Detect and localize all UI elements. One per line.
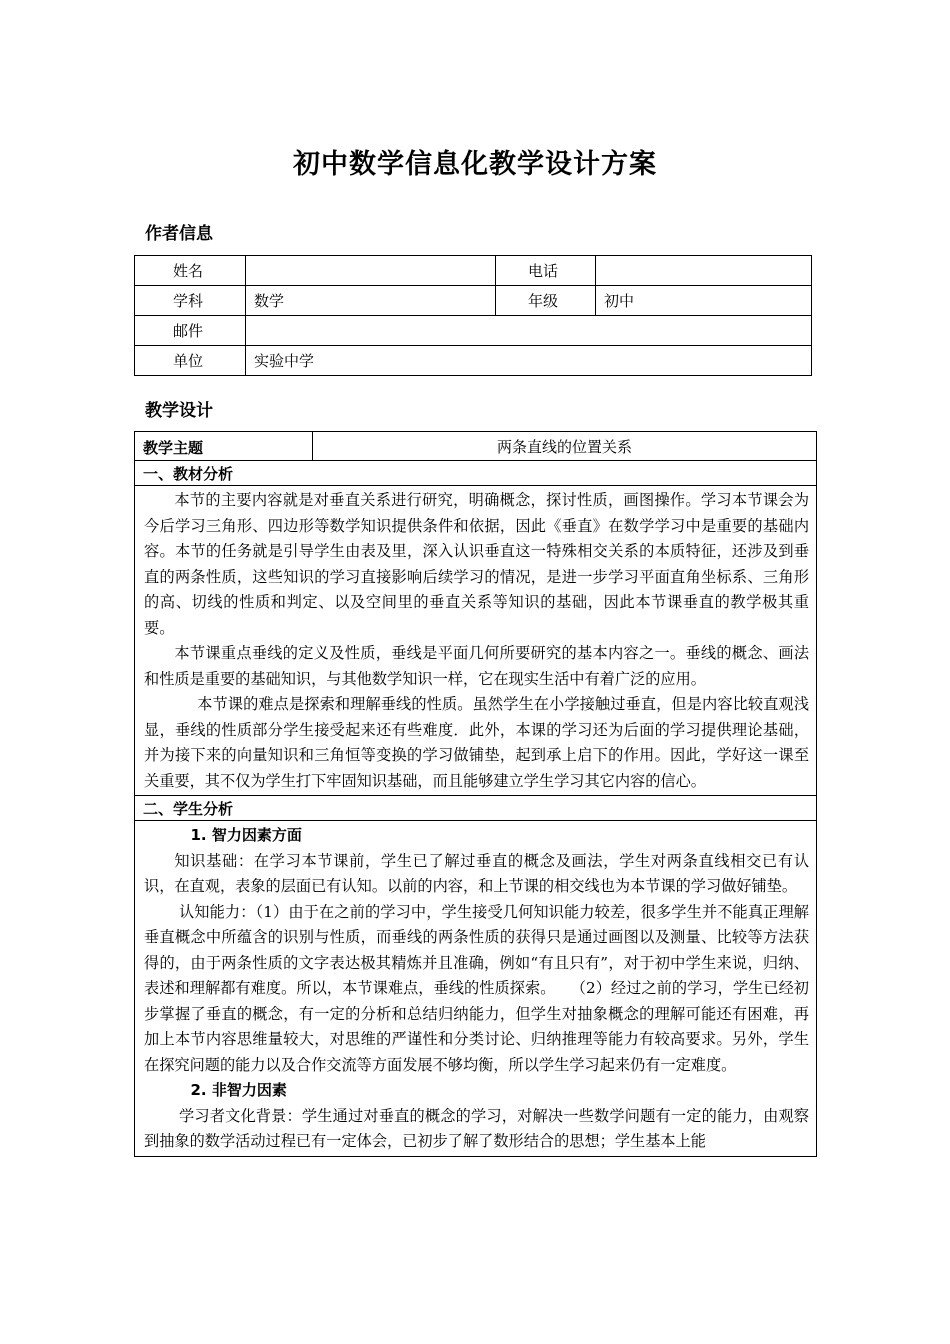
- intellect-paragraph: 认知能力：（1）由于在之前的学习中，学生接受几何知识能力较差，很多学生并不能真正理解垂直概念中所蕴含的识别与性质，而垂线的两条性质的获得只是通过画图以及测量、比较等方法获得的，由于两条性质的文字表达极其精炼并且准确，例如“有且只有”，对于初中学生来说，归纳、表述和理解都有难度。所以，本节课难点，垂线的性质探索。 （2）经过之前的学习，学生已经初步掌握了垂直的概念，有一定的分析和总结归纳能力，但学生对抽象概念的理解可能还有困难，再加上本节内容思维量较大，对思维的严谨性和分类讨论、归纳推理等能力有较高要求。另外，学生在探究问题的能力以及合作交流等方面发展不够均衡，所以学生学习起来仍有一定难度。: [144, 902, 809, 1074]
- topic-label: 教学主题: [135, 432, 313, 461]
- topic-row: [135, 432, 817, 461]
- material-heading-row: [135, 461, 817, 486]
- topic-value: 两条直线的位置关系: [313, 432, 817, 461]
- grade-label: 年级: [496, 286, 596, 316]
- author-info-heading: 作者信息: [145, 224, 213, 244]
- teaching-design-table: [134, 431, 817, 1157]
- material-analysis-heading: 一、教材分析: [135, 461, 817, 486]
- grade-value: 初中: [596, 286, 812, 316]
- author-row-name: [135, 256, 812, 286]
- material-paragraph: 本节课重点垂线的定义及性质，垂线是平面几何所要研究的基本内容之一。垂线的概念、画法和性质是重要的基础知识，与其他数学知识一样，它在现实生活中有着广泛的应用。: [144, 644, 809, 688]
- student-analysis-heading: 二、学生分析: [135, 796, 817, 821]
- author-info-table: [134, 255, 812, 376]
- intellect-subheading: 1. 智力因素方面: [190, 826, 302, 844]
- unit-value: 实验中学: [246, 346, 812, 376]
- author-row-subject: [135, 286, 812, 316]
- non-intellect-paragraph: 学习者文化背景：学生通过对垂直的概念的学习，对解决一些数学问题有一定的能力，由观察到抽象的数学活动过程已有一定体会，已初步了解了数形结合的思想；学生基本上能: [144, 1106, 809, 1150]
- student-analysis-cell: [135, 821, 817, 1157]
- student-analysis-text: [136, 822, 815, 1155]
- subject-label: 学科: [135, 286, 246, 316]
- name-value: [246, 256, 496, 286]
- author-row-unit: [135, 346, 812, 376]
- material-paragraph: 本节的主要内容就是对垂直关系进行研究，明确概念，探讨性质，画图操作。学习本节课会为今后学习三角形、四边形等数学知识提供条件和依据，因此《垂直》在数学学习中是重要的基础内容。本节的任务就是引导学生由表及里，深入认识垂直这一特殊相交关系的本质特征，还涉及到垂直的两条性质，这些知识的学习直接影响后续学习的情况，是进一步学习平面直角坐标系、三角形的高、切线的性质和判定、以及空间里的垂直关系等知识的基础，因此本节课垂直的教学极其重要。: [144, 491, 809, 637]
- material-analysis-text: [136, 487, 815, 794]
- author-row-email: [135, 316, 812, 346]
- teaching-design-heading: 教学设计: [145, 401, 213, 421]
- unit-label: 单位: [135, 346, 246, 376]
- material-body-row: [135, 486, 817, 796]
- student-heading-row: [135, 796, 817, 821]
- email-value: [246, 316, 812, 346]
- document-title: 初中数学信息化教学设计方案: [293, 149, 657, 180]
- student-body-row: [135, 821, 817, 1157]
- material-paragraph: 本节课的难点是探索和理解垂线的性质。虽然学生在小学接触过垂直，但是内容比较直观浅显，垂线的性质部分学生接受起来还有些难度．此外，本课的学习还为后面的学习提供理论基础，并为接下来的向量知识和三角恒等变换的学习做铺垫，起到承上启下的作用。因此，学好这一课至关重要，其不仅为学生打下牢固知识基础，而且能够建立学生学习其它内容的信心。: [144, 695, 809, 790]
- phone-label: 电话: [496, 256, 596, 286]
- material-analysis-cell: [135, 486, 817, 796]
- intellect-paragraph: 知识基础：在学习本节课前，学生已了解过垂直的概念及画法，学生对两条直线相交已有认识，在直观，表象的层面已有认知。以前的内容，和上节课的相交线也为本节课的学习做好铺垫。: [144, 851, 809, 895]
- email-label: 邮件: [135, 316, 246, 346]
- subject-value: 数学: [246, 286, 496, 316]
- phone-value: [596, 256, 812, 286]
- non-intellect-subheading: 2. 非智力因素: [190, 1081, 287, 1099]
- name-label: 姓名: [135, 256, 246, 286]
